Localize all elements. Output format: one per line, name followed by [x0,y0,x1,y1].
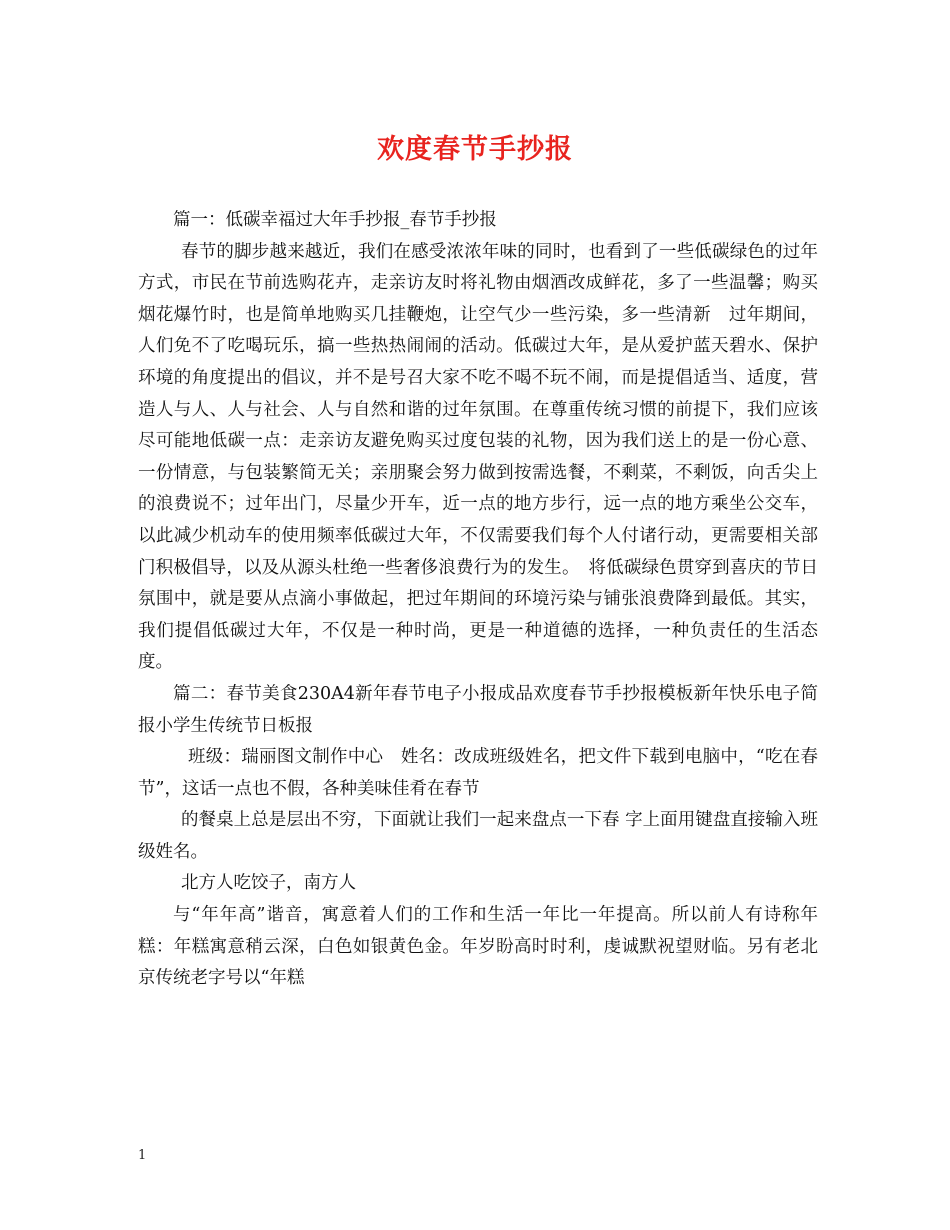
paragraph-4: 班级：瑞丽图文制作中心 姓名：改成班级姓名，把文件下载到电脑中，“吃在春节”，这话一点也不假，各种美味佳肴在春节 [138,747,818,799]
page-number: 1 [138,1148,147,1163]
paragraph-2: 春节的脚步越来越近，我们在感受浓浓年味的同时，也看到了一些低碳绿色的过年方式，市民在节前选购花卉，走亲访友时将礼物由烟酒改成鲜花，多了一些温馨；购买烟花爆竹时，也是简单地购买几挂鞭炮，让空气少一些污染，多一些清新 过年期间，人们免不了吃喝玩乐，搞一些热热闹闹的活动。低碳过大年，是从爱护蓝天碧水、保护环境的角度提出的倡议，并不是号召大家不吃不喝不玩不闹，而是提倡适当、适度，营造人与人、人与社会、人与自然和谐的过年氛围。在尊重传统习惯的前提下，我们应该尽可能地低碳一点：走亲访友避免购买过度包装的礼物，因为我们送上的是一份心意、一份情意，与包装繁简无关；亲朋聚会努力做到按需选餐，不剩菜，不剩饭，向舌尖上的浪费说不；过年出门，尽量少开车，近一点的地方步行，远一点的地方乘坐公交车，以此减少机动车的使用频率低碳过大年，不仅需要我们每个人付诸行动，更需要相关部门积极倡导，以及从源头杜绝一些奢侈浪费行为的发生。 将低碳绿色贯穿到喜庆的节日氛围中，就是要从点滴小事做起，把过年期间的环境污染与铺张浪费降到最低。其实，我们提倡低碳过大年，不仅是一种时尚，更是一种道德的选择，一种负责任的生活态度。 [138,241,818,673]
paragraph-1: 篇一：低碳幸福过大年手抄报_春节手抄报 [173,210,497,230]
paragraph-5: 的餐桌上总是层出不穷，下面就让我们一起来盘点一下春 字上面用键盘直接输入班级姓名。 [138,810,818,862]
paragraph-3: 篇二：春节美食230A4新年春节电子小报成品欢度春节手抄报模板新年快乐电子简报小学生传统节日板报 [138,683,818,736]
paragraph-6: 北方人吃饺子，南方人 [181,873,356,894]
paragraph-7: 与“年年高”谐音，寓意着人们的工作和生活一年比一年提高。所以前人有诗称年糕：年糕寓意稍云深，白色如银黄色金。年岁盼高时时利，虔诚默祝望财临。另有老北京传统老字号以“年糕 [138,905,818,989]
document-title: 欢度春节手抄报 [377,134,573,165]
document-body [138,205,818,995]
